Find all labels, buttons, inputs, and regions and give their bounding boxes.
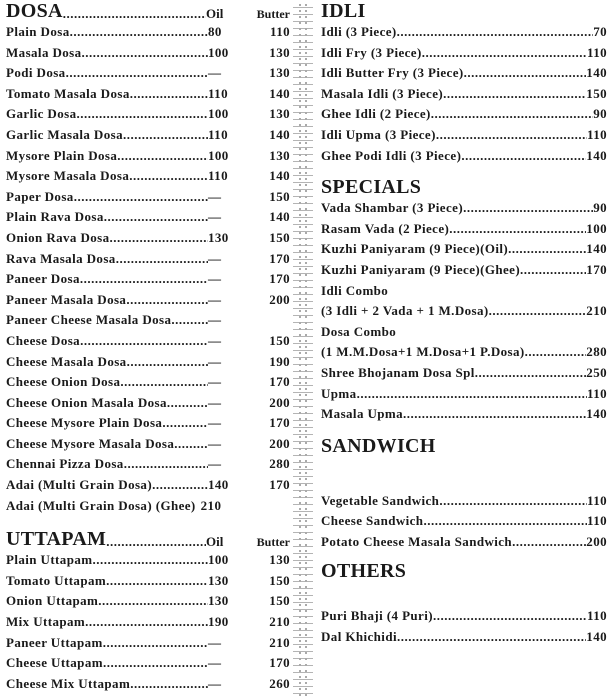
menu-item <box>6 413 290 434</box>
item-name: Rava Masala Dosa <box>6 250 116 266</box>
oil-price: 210 <box>200 497 222 513</box>
menu-item <box>321 532 607 553</box>
oil-price: — <box>208 65 222 81</box>
item-price: 110 <box>587 385 607 401</box>
butter-price: 150 <box>269 332 290 348</box>
leader-dots <box>478 363 586 383</box>
section-title: DOSA <box>6 0 63 22</box>
uttapam-items <box>6 550 290 694</box>
menu-item <box>6 310 290 331</box>
menu-item <box>6 633 290 654</box>
leader-dots <box>127 352 208 372</box>
item-name: Mix Uttapam <box>6 614 86 630</box>
leader-dots <box>431 104 593 124</box>
leader-dots <box>120 372 208 392</box>
oil-price: — <box>208 209 222 225</box>
others-items <box>321 606 607 647</box>
item-price: 140 <box>586 629 607 645</box>
item-price: 140 <box>586 406 607 422</box>
menu-item <box>6 393 290 414</box>
item-name: Cheese Onion Dosa <box>6 374 121 390</box>
specials-section <box>321 174 607 425</box>
menu-item <box>6 372 290 393</box>
item-name: (3 Idli + 2 Vada + 1 M.Dosa) <box>321 303 489 319</box>
butter-price: 170 <box>269 374 290 390</box>
item-name: Ghee Podi Idli (3 Piece) <box>321 147 462 163</box>
dosa-header <box>6 0 290 22</box>
butter-price: 210 <box>269 614 290 630</box>
oil-price: — <box>208 634 222 650</box>
butter-price: 130 <box>269 147 290 163</box>
oil-price: 130 <box>208 572 229 588</box>
leader-dots <box>103 653 208 673</box>
item-name: Cheese Uttapam <box>6 655 103 671</box>
item-name: Paneer Uttapam <box>6 634 103 650</box>
menu-item <box>6 290 290 311</box>
butter-price: 210 <box>269 634 290 650</box>
menu-item <box>6 454 290 475</box>
butter-price: 150 <box>269 188 290 204</box>
item-name: Idli Butter Fry (3 Piece) <box>321 65 464 81</box>
oil-price: — <box>208 675 222 691</box>
leader-dots <box>443 84 586 104</box>
item-price: 90 <box>593 200 607 216</box>
dosa-section <box>6 0 290 516</box>
item-name: Plain Dosa <box>6 24 70 39</box>
item-name: Tomato Uttapam <box>6 572 107 588</box>
item-price: 100 <box>586 220 607 236</box>
menu-item <box>321 198 607 219</box>
butter-price: 190 <box>269 353 290 369</box>
menu-item <box>321 260 607 281</box>
oil-price: — <box>208 188 222 204</box>
oil-price: — <box>208 332 222 348</box>
oil-price: — <box>208 435 222 451</box>
item-name: Idli Combo <box>321 282 389 298</box>
item-price: 150 <box>586 85 607 101</box>
leader-dots <box>520 260 586 280</box>
leader-dots <box>103 633 208 653</box>
butter-column-header: Butter <box>256 535 290 550</box>
section-title: SANDWICH <box>321 434 436 457</box>
menu-item <box>321 104 607 125</box>
leader-dots <box>463 198 593 218</box>
leader-dots <box>126 290 208 310</box>
leader-dots <box>66 63 208 83</box>
item-name: Mysore Plain Dosa <box>6 147 118 163</box>
butter-price: 130 <box>269 44 290 60</box>
idli-section <box>321 0 607 166</box>
leader-dots <box>98 591 208 611</box>
menu-item <box>321 491 607 512</box>
leader-dots <box>174 434 208 454</box>
leader-dots <box>439 491 587 511</box>
menu-item <box>321 43 607 64</box>
oil-price: 80 <box>208 24 222 39</box>
leader-dots <box>357 384 587 404</box>
oil-price: 140 <box>208 477 229 493</box>
item-name: Dosa Combo <box>321 323 397 339</box>
leader-dots <box>508 239 586 259</box>
menu-item <box>6 571 290 592</box>
menu-item <box>6 434 290 455</box>
item-name: Tomato Masala Dosa <box>6 85 130 101</box>
leader-dots <box>80 331 208 351</box>
leader-dots <box>123 125 208 145</box>
butter-column-header: Butter <box>256 7 290 21</box>
menu-item <box>321 281 607 302</box>
leader-dots <box>423 511 587 531</box>
sandwich-section <box>321 431 607 553</box>
oil-price: 100 <box>208 147 229 163</box>
item-name: Dal Khichidi <box>321 629 397 645</box>
item-price: 140 <box>586 241 607 257</box>
menu-item <box>6 496 290 517</box>
butter-price: 260 <box>269 675 290 691</box>
item-name: Cheese Onion Masala Dosa <box>6 394 167 410</box>
item-name: Idli Upma (3 Piece) <box>321 126 436 142</box>
oil-price: — <box>208 655 222 671</box>
leader-dots <box>489 301 587 321</box>
butter-price: 170 <box>269 655 290 671</box>
item-name: Upma <box>321 385 357 401</box>
oil-price: — <box>208 456 222 472</box>
menu-item <box>321 606 607 627</box>
item-name: Cheese Mysore Plain Dosa <box>6 415 163 431</box>
oil-price: — <box>208 312 222 328</box>
menu-item <box>6 125 290 146</box>
leader-dots <box>74 187 208 207</box>
butter-price: 140 <box>269 126 290 142</box>
item-name: Idli (3 Piece) <box>321 24 397 39</box>
menu-item <box>321 384 607 405</box>
item-price: 110 <box>587 513 607 529</box>
oil-price: — <box>208 374 222 390</box>
menu-item <box>6 63 290 84</box>
others-section <box>321 556 607 647</box>
oil-price: 190 <box>208 614 229 630</box>
idli-items <box>321 22 607 166</box>
leader-dots <box>525 342 587 362</box>
leader-dots <box>117 146 208 166</box>
item-name: Garlic Masala Dosa <box>6 126 123 142</box>
menu-item <box>6 475 290 496</box>
oil-price: 100 <box>208 552 229 568</box>
butter-price: 130 <box>269 552 290 568</box>
leader-dots <box>397 627 586 647</box>
oil-price: — <box>208 394 222 410</box>
leader-dots <box>116 249 208 269</box>
menu-item <box>6 674 290 695</box>
leader-dots <box>162 413 208 433</box>
menu-item <box>321 301 607 322</box>
item-name: Kuzhi Paniyaram (9 Piece)(Ghee) <box>321 261 521 277</box>
leader-dots <box>449 219 586 239</box>
dosa-items <box>6 22 290 516</box>
menu-item <box>6 43 290 64</box>
menu-item <box>6 22 290 43</box>
item-name: Vada Shambar (3 Piece) <box>321 200 464 216</box>
butter-price: 200 <box>269 394 290 410</box>
butter-price: 150 <box>269 572 290 588</box>
leader-dots <box>433 606 587 626</box>
item-name: Paper Dosa <box>6 188 74 204</box>
menu-item <box>321 239 607 260</box>
item-name: Plain Uttapam <box>6 552 93 568</box>
leader-dots <box>92 550 208 570</box>
menu-item <box>321 511 607 532</box>
menu-item <box>321 146 607 167</box>
butter-price: 170 <box>269 477 290 493</box>
item-name: Idli Fry (3 Piece) <box>321 44 422 60</box>
butter-price: 150 <box>269 229 290 245</box>
leader-dots <box>403 404 586 424</box>
butter-price: 110 <box>270 24 290 39</box>
oil-price: 110 <box>208 85 228 101</box>
oil-price: — <box>208 271 222 287</box>
menu-item <box>6 352 290 373</box>
item-name: Ghee Idli (2 Piece) <box>321 106 431 122</box>
item-price: 110 <box>587 608 607 624</box>
leader-dots <box>124 454 208 474</box>
uttapam-section <box>6 526 290 694</box>
item-name: Paneer Masala Dosa <box>6 291 127 307</box>
leader-dots <box>397 22 594 42</box>
specials-header <box>321 174 607 198</box>
leader-dots <box>464 63 587 83</box>
item-price: 280 <box>586 344 607 360</box>
idli-header <box>321 0 607 22</box>
uttapam-header <box>6 526 290 550</box>
item-price: 110 <box>587 44 607 60</box>
leader-dots <box>70 22 208 42</box>
item-name: Cheese Sandwich <box>321 513 424 529</box>
menu-item <box>6 269 290 290</box>
oil-column-header: Oil <box>206 534 224 550</box>
item-price: 70 <box>593 24 607 39</box>
menu-item <box>321 63 607 84</box>
menu-item <box>321 342 607 363</box>
item-name: Vegetable Sandwich <box>321 492 440 508</box>
butter-price: 140 <box>269 85 290 101</box>
oil-price: 130 <box>208 229 229 245</box>
menu-item <box>6 249 290 270</box>
oil-price: — <box>208 250 222 266</box>
leader-dots <box>106 571 208 591</box>
leader-dots <box>422 43 587 63</box>
menu-item <box>321 22 607 43</box>
item-price: 110 <box>587 126 607 142</box>
leader-dots <box>130 674 208 694</box>
leader-dots <box>106 534 206 550</box>
section-title: SPECIALS <box>321 176 422 199</box>
menu-item <box>6 207 290 228</box>
item-name: Puri Bhaji (4 Puri) <box>321 608 433 624</box>
oil-price: 110 <box>208 168 228 184</box>
item-name: (1 M.M.Dosa+1 M.Dosa+1 P.Dosa) <box>321 344 525 360</box>
item-name: Onion Uttapam <box>6 593 99 609</box>
oil-column-header: Oil <box>206 6 224 21</box>
item-price: 140 <box>586 147 607 163</box>
butter-price: 280 <box>269 456 290 472</box>
butter-price: 200 <box>269 435 290 451</box>
menu-item <box>6 166 290 187</box>
leader-dots <box>171 310 208 330</box>
butter-price: 170 <box>269 415 290 431</box>
menu-item <box>321 627 607 648</box>
item-name: Plain Rava Dosa <box>6 209 104 225</box>
item-price: 90 <box>593 106 607 122</box>
leader-dots <box>129 166 208 186</box>
menu-item <box>6 653 290 674</box>
leader-dots <box>85 612 208 632</box>
specials-items <box>321 198 607 425</box>
item-name: Cheese Masala Dosa <box>6 353 127 369</box>
butter-price: 130 <box>269 106 290 122</box>
item-name: Garlic Dosa <box>6 106 77 122</box>
item-name: Masala Idli (3 Piece) <box>321 85 444 101</box>
leader-dots <box>82 43 208 63</box>
right-column <box>321 0 607 648</box>
menu-item <box>321 125 607 146</box>
sandwich-header <box>321 431 607 457</box>
leader-dots <box>512 532 586 552</box>
item-name: Potato Cheese Masala Sandwich <box>321 533 513 549</box>
oil-price: — <box>208 415 222 431</box>
item-price: 140 <box>586 65 607 81</box>
oil-price: — <box>208 353 222 369</box>
leader-dots <box>104 207 208 227</box>
butter-price: 130 <box>269 65 290 81</box>
butter-price: 170 <box>269 250 290 266</box>
left-column <box>6 0 290 694</box>
item-price: 170 <box>586 261 607 277</box>
item-name: Adai (Multi Grain Dosa) <box>6 477 153 493</box>
item-name: Mysore Masala Dosa <box>6 168 130 184</box>
item-name: Cheese Dosa <box>6 332 81 348</box>
item-name: Adai (Multi Grain Dosa) (Ghee) <box>6 497 196 513</box>
item-name: Masala Dosa <box>6 44 82 60</box>
menu-item <box>6 331 290 352</box>
item-name: Kuzhi Paniyaram (9 Piece)(Oil) <box>321 241 509 257</box>
leader-dots <box>152 475 208 495</box>
menu-item <box>6 228 290 249</box>
oil-price: 100 <box>208 44 229 60</box>
item-name: Onion Rava Dosa <box>6 229 110 245</box>
menu-item <box>321 363 607 384</box>
leader-dots <box>110 228 208 248</box>
menu-item <box>321 84 607 105</box>
leader-dots <box>436 125 587 145</box>
butter-price: 140 <box>269 168 290 184</box>
others-header <box>321 556 607 582</box>
oil-price: — <box>208 291 222 307</box>
item-price: 210 <box>586 303 607 319</box>
item-name: Podi Dosa <box>6 65 66 81</box>
leader-dots <box>76 104 208 124</box>
item-price: 110 <box>587 492 607 508</box>
section-title: OTHERS <box>321 560 407 583</box>
item-name: Chennai Pizza Dosa <box>6 456 124 472</box>
sandwich-items <box>321 491 607 553</box>
section-title: IDLI <box>321 0 366 22</box>
item-name: Cheese Mix Uttapam <box>6 675 131 691</box>
menu-item <box>6 104 290 125</box>
menu-item <box>321 219 607 240</box>
menu-item <box>321 322 607 343</box>
oil-price: 100 <box>208 106 229 122</box>
item-name: Cheese Mysore Masala Dosa <box>6 435 175 451</box>
item-name: Rasam Vada (2 Piece) <box>321 220 450 236</box>
decorative-divider <box>293 4 313 700</box>
leader-dots <box>130 84 208 104</box>
section-title: UTTAPAM <box>6 528 107 551</box>
leader-dots <box>461 146 586 166</box>
butter-price: 140 <box>269 209 290 225</box>
menu-item <box>6 187 290 208</box>
leader-dots <box>63 6 206 22</box>
menu-item <box>6 550 290 571</box>
oil-price: 110 <box>208 126 228 142</box>
item-price: 250 <box>586 364 607 380</box>
menu-item <box>321 404 607 425</box>
item-price: 200 <box>586 533 607 549</box>
item-name: Shree Bhojanam Dosa Spl. <box>321 364 479 380</box>
menu-item <box>6 612 290 633</box>
item-name: Masala Upma <box>321 406 404 422</box>
leader-dots <box>167 393 208 413</box>
menu-item <box>6 591 290 612</box>
butter-price: 200 <box>269 291 290 307</box>
menu-item <box>6 84 290 105</box>
butter-price: 150 <box>269 593 290 609</box>
item-name: Paneer Dosa <box>6 271 80 287</box>
butter-price: 170 <box>269 271 290 287</box>
item-name: Paneer Cheese Masala Dosa <box>6 312 172 328</box>
oil-price: 130 <box>208 593 229 609</box>
menu-item <box>6 146 290 167</box>
leader-dots <box>80 269 208 289</box>
